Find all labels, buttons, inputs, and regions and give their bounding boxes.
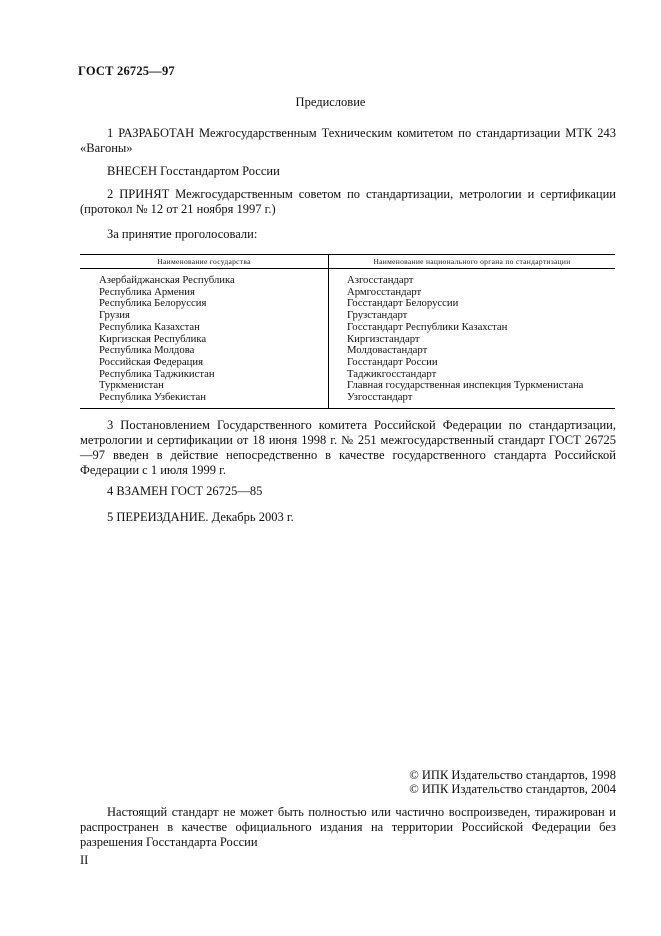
table-divider xyxy=(328,255,329,408)
page-number: II xyxy=(80,853,89,867)
page-title: Предисловие xyxy=(295,95,366,109)
table-cell-body: Главная государственная инспекция Туркменистана xyxy=(347,379,584,392)
standard-header: ГОСТ 26725—97 xyxy=(78,64,175,78)
table-cell-state: Туркменистан xyxy=(99,379,164,392)
copyright-notice: Настоящий стандарт не может быть полностью или частично воспроизведен, тиражирован и распространен в качестве официального издания на территории Российской Федерации без разрешения Госстандарта России xyxy=(80,805,616,849)
table-cell-body: Госстандарт Республики Казахстан xyxy=(347,320,508,333)
paragraph-resolution: 3 Постановлением Государственного комитета Российской Федерации по стандартизации, метрологии и сертификации от 18 июня 1998 г. № 251 межгосударственный стандарт ГОСТ 26725—97 введен в действие непосредственно в качестве государственного стандарта Российской Федерации с 1 июля 1999 г. xyxy=(80,418,616,477)
paragraph-replaces: 4 ВЗАМЕН ГОСТ 26725—85 xyxy=(107,484,263,498)
table-cell-body: Армгосстандарт xyxy=(347,285,422,298)
voting-table xyxy=(80,254,615,409)
paragraph-voted: За принятие проголосовали: xyxy=(107,227,258,241)
copyright-1998: © ИПК Издательство стандартов, 1998 xyxy=(409,768,616,782)
table-cell-state: Киргизская Республика xyxy=(99,332,207,345)
bodies-column xyxy=(347,275,583,404)
table-cell-state: Республика Казахстан xyxy=(99,320,200,333)
paragraph-developed: 1 РАЗРАБОТАН Межгосударственным Техническим комитетом по стандартизации МТК 243 «Вагоны» xyxy=(80,126,616,155)
table-cell-state: Азербайджанская Республика xyxy=(99,274,235,286)
paragraph-adopted: 2 ПРИНЯТ Межгосударственным советом по стандартизации, метрологии и сертификации (протокол № 12 от 21 ноября 1997 г.) xyxy=(80,187,616,216)
table-cell-body: Узгосстандарт xyxy=(347,391,413,404)
table-cell-state: Российская Федерация xyxy=(99,355,203,368)
table-cell-state: Республика Молдова xyxy=(99,344,195,357)
paragraph-introduced: ВНЕСЕН Госстандартом России xyxy=(107,164,280,178)
table-cell-state: Республика Таджикистан xyxy=(99,367,215,380)
table-cell-body: Киргизстандарт xyxy=(347,332,420,345)
table-header-body: Наименование национального органа по стандартизации xyxy=(373,257,571,266)
table-cell-state: Грузия xyxy=(99,309,130,322)
table-cell-body: Азгосстандарт xyxy=(347,274,414,286)
states-column xyxy=(99,275,235,404)
table-cell-body: Грузстандарт xyxy=(347,309,408,322)
table-cell-state: Республика Белоруссия xyxy=(99,297,207,310)
copyright-2004: © ИПК Издательство стандартов, 2004 xyxy=(409,782,616,796)
table-header-state: Наименование государства xyxy=(157,257,251,266)
table-cell-body: Таджикгосстандарт xyxy=(347,367,437,380)
table-cell-state: Республика Узбекистан xyxy=(99,391,206,404)
table-cell-body: Госстандарт Белоруссии xyxy=(347,297,459,310)
table-cell-body: Госстандарт России xyxy=(347,355,438,368)
table-cell-state: Республика Армения xyxy=(99,285,195,298)
paragraph-reissue: 5 ПЕРЕИЗДАНИЕ. Декабрь 2003 г. xyxy=(107,510,294,524)
table-cell-body: Молдовастандарт xyxy=(347,344,428,357)
table-header-line xyxy=(80,268,615,269)
